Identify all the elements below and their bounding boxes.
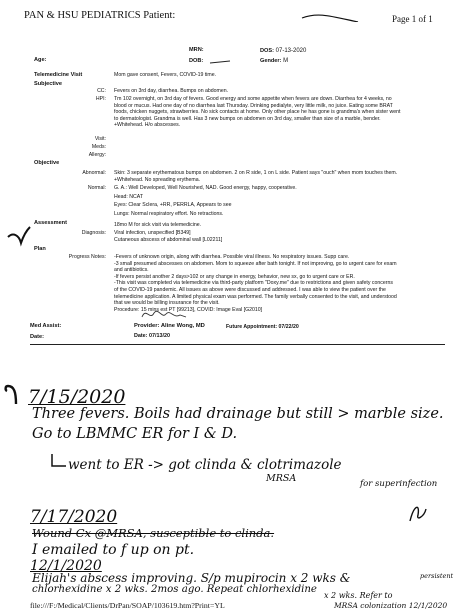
section-plan: Plan [34, 246, 46, 252]
hpi-line: blood or mucus. Had one day of no diarrhea last Thursday. Drinking pedialyte, very little milk, no juice. Eating some BRAT [114, 102, 393, 109]
hand-line-3: went to ER -> got clinda & clotrimazole [68, 457, 342, 473]
hand-line-3-superinfection: for superinfection [360, 479, 438, 489]
plan-line: -This visit was completed via telemedicine via third-party platform "Doxy.me" due to restrictions and given safety concerns [114, 280, 393, 287]
visit-label: Visit: [94, 136, 106, 142]
hand-line-3-mrsa: MRSA [266, 473, 297, 484]
section-objective: Objective [34, 160, 60, 166]
footer-file-path: file:///F:/Medical/Clients/DrPan/SOAP/103619.htm?Print=YL [30, 601, 225, 610]
margin-hook-mark [2, 382, 22, 408]
cc-text: Fevers on 3rd day, diarrhea. Bumps on abdomen. [114, 88, 229, 94]
telemedicine-title: Telemedicine Visit [34, 72, 83, 78]
normal-findings [114, 185, 297, 217]
hand-date-3: 12/1/2020 [30, 558, 102, 574]
dos-value: 07-13-2020 [275, 48, 307, 54]
finding-line: G. A.: Well Developed, Well Nourished, NAD. Good energy, happy, cooperative. [114, 185, 297, 191]
provider-name: Provider: Aline Wong, MD [134, 323, 205, 329]
plan-line: Procedure: 15 mins est PT [99213], COVID: Image Eval [G2010] [114, 306, 263, 313]
hpi-label: HPI: [95, 96, 106, 102]
finding-line: Eyes: Clear Sclera, +RR, PERRLA, Appears to see [114, 202, 232, 209]
provider-date: Date: 07/13/20 [134, 333, 170, 339]
page-header-title: PAN & HSU PEDIATRICS Patient: [24, 10, 176, 21]
abnormal-label: Abnormal: [82, 170, 106, 176]
page-number: Page 1 of 1 [392, 14, 433, 24]
age-label: Age: [34, 57, 47, 63]
finding-line: Skin: 3 separate erythematous bumps on abdomen. 2 on R side, 1 on L side. Patient says "ouch" when mom touches them. [114, 170, 398, 176]
allergy-label: Allergy: [88, 152, 106, 158]
diagnosis-label: Diagnosis: [81, 230, 106, 236]
med-assist-label: Med Assist: [30, 323, 62, 329]
finding-line: Head: NCAT [114, 193, 144, 200]
provider-signature [140, 305, 188, 323]
diagnosis-item: Cutaneous abscess of abdominal wall [L02211] [114, 236, 223, 243]
cc-label: CC: [97, 88, 106, 94]
finding-line: +Whitehead. No spreading erythema. [114, 176, 201, 183]
progress-notes-label: Progress Notes: [68, 254, 106, 260]
arrow-hook-icon [46, 452, 70, 472]
hpi-text [114, 96, 400, 129]
divider [30, 344, 445, 345]
hand-line-1: Three fevers. Boils had drainage but still > marble size. [32, 406, 444, 422]
hand-line-8: MRSA colonization 12/1/2020 [334, 601, 448, 610]
gender-field [260, 58, 288, 64]
subjective-intro: Mom gave consent, Fevers, COVID-19 time. [114, 72, 217, 78]
hpi-line: foods, chicken nuggets, strawberries. No sick contacts at home. Only other place he has gone is grandma's when sister went [114, 109, 401, 116]
dos-label: DOS: [260, 48, 274, 54]
diagnosis-item: Viral infection, unspecified [B349] [114, 230, 191, 236]
redaction-mark [208, 58, 232, 66]
margin-checkmark [4, 223, 32, 247]
section-assessment: Assessment [34, 220, 67, 226]
dos-field [260, 48, 306, 54]
assessment-summary: 18mo M for sick visit via telemedicine. [114, 222, 202, 228]
initials-scribble [406, 501, 428, 525]
hpi-line: to dermatologist. Grandma is well. Has 3 new bumps on abdomen on 3rd day, smaller than size of a marble, bender. [114, 115, 381, 122]
diagnosis-list [114, 230, 222, 243]
future-appointment: Future Appointment: 07/22/20 [226, 324, 299, 330]
hand-line-7b: x 2 wks. Refer to [324, 591, 393, 600]
gender-label: Gender: [260, 58, 282, 64]
plan-line: -3 small presumed abscesses on abdomen. Mom to squeeze after bath tonight. If not improving, go to urgent care for exam [114, 260, 397, 267]
plan-line: and antibiotics. [114, 267, 149, 274]
hand-line-7c: persistent [420, 572, 454, 580]
plan-line: -If fevers persist another 2 days>102 or any change in energy, behavior, new sx, go to urgent care or ER. [114, 273, 355, 280]
hpi-line: Tm 102 overnight, on 3rd day of fevers. Good energy and some appetite when fevers are down. Diarrhea for 4 weeks, no [114, 96, 392, 102]
redaction-scribble [300, 6, 360, 22]
hand-line-6: Elijah's abscess improving. S/p mupirocin x 2 wks & [32, 571, 351, 585]
hand-line-7: chlorhexidine x 2 wks. 2mos ago. Repeat chlorhexidine [32, 584, 317, 595]
finding-line: Lungs: Normal respiratory effort. No retractions. [114, 210, 224, 217]
hand-date-1: 7/15/2020 [28, 386, 126, 408]
date-label: Date: [30, 334, 44, 340]
abnormal-findings [114, 170, 397, 183]
hand-line-4: Wound Cx @MRSA, susceptible to clinda. [32, 526, 275, 540]
dob-label: DOB: [189, 58, 204, 64]
plan-line: that we would be billing insurance for the visit. [114, 300, 220, 307]
gender-value: M [283, 58, 289, 64]
normal-label: Normal: [87, 185, 106, 191]
section-subjective: Subjective [34, 81, 62, 87]
hand-date-2: 7/17/2020 [30, 507, 118, 527]
plan-line: -Fevers of unknown origin, along with diarrhea. Possible viral illness. No respiratory issues. Supp care. [114, 254, 350, 260]
mrn-label: MRN: [189, 47, 204, 53]
plan-line: of the COVID-19 pandemic. All issues as above were discussed and addressed. I was able to view the patient over the [114, 286, 386, 293]
meds-label: Meds: [91, 144, 106, 150]
hand-line-2: Go to LBMMC ER for I & D. [32, 426, 238, 442]
plan-line: telemedicine application. A limited physical exam was performed. The family verbally consented to the visit, and understood [114, 293, 397, 300]
hpi-line: +Whitehead. H/o abscesses. [114, 122, 181, 129]
hand-line-5: I emailed to f up on pt. [32, 542, 195, 558]
